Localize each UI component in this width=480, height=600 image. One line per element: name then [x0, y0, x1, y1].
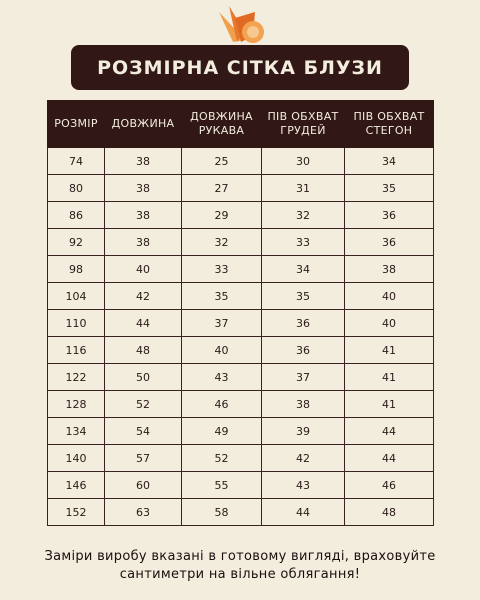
table-cell: 29 — [182, 202, 262, 229]
table-cell: 44 — [345, 418, 434, 445]
table-cell: 146 — [48, 472, 105, 499]
table-cell: 38 — [105, 175, 182, 202]
footer-line-1: Заміри виробу вказані в готовому вигляді, враховуйте — [44, 549, 436, 564]
table-cell: 40 — [345, 310, 434, 337]
column-header-line: ПІВ ОБХВАТ — [353, 110, 425, 123]
column-header — [182, 101, 262, 148]
column-header — [345, 101, 434, 148]
column-header-line: ДОВЖИНА — [190, 110, 253, 123]
table-cell: 46 — [182, 391, 262, 418]
table-cell: 43 — [262, 472, 345, 499]
table-cell: 39 — [262, 418, 345, 445]
table-cell: 110 — [48, 310, 105, 337]
table-row — [48, 175, 434, 202]
fox-icon — [215, 2, 267, 46]
footer-line-2: сантиметри на вільне облягання! — [119, 567, 361, 582]
table-cell: 32 — [262, 202, 345, 229]
table-cell: 46 — [345, 472, 434, 499]
table-cell: 30 — [262, 148, 345, 175]
table-cell: 44 — [345, 445, 434, 472]
table-header-row — [48, 101, 434, 148]
table-row — [48, 337, 434, 364]
column-header-line: РУКАВА — [198, 124, 245, 137]
table-cell: 58 — [182, 499, 262, 526]
table-cell: 38 — [262, 391, 345, 418]
table-cell: 33 — [182, 256, 262, 283]
table-row — [48, 148, 434, 175]
table-row — [48, 472, 434, 499]
table-cell: 52 — [182, 445, 262, 472]
table-cell: 41 — [345, 337, 434, 364]
page-title: РОЗМІРНА СІТКА БЛУЗИ — [97, 56, 383, 79]
table-row — [48, 229, 434, 256]
table-cell: 43 — [182, 364, 262, 391]
table-cell: 63 — [105, 499, 182, 526]
table-cell: 36 — [262, 310, 345, 337]
table-cell: 44 — [262, 499, 345, 526]
table-cell: 31 — [262, 175, 345, 202]
table-cell: 34 — [262, 256, 345, 283]
table-cell: 152 — [48, 499, 105, 526]
table-cell: 36 — [345, 229, 434, 256]
table-cell: 40 — [182, 337, 262, 364]
table-cell: 134 — [48, 418, 105, 445]
table-cell: 60 — [105, 472, 182, 499]
table-cell: 38 — [105, 148, 182, 175]
table-row — [48, 391, 434, 418]
table-row — [48, 499, 434, 526]
table-cell: 38 — [105, 229, 182, 256]
table-cell: 86 — [48, 202, 105, 229]
table-cell: 37 — [262, 364, 345, 391]
column-header — [105, 101, 182, 148]
title-banner — [71, 45, 409, 90]
table-cell: 32 — [182, 229, 262, 256]
size-chart-table — [47, 100, 434, 526]
table-row — [48, 445, 434, 472]
table-cell: 50 — [105, 364, 182, 391]
table-cell: 52 — [105, 391, 182, 418]
table-cell: 38 — [345, 256, 434, 283]
column-header — [262, 101, 345, 148]
table-cell: 48 — [105, 337, 182, 364]
table-row — [48, 202, 434, 229]
table-cell: 74 — [48, 148, 105, 175]
table-cell: 122 — [48, 364, 105, 391]
table-row — [48, 310, 434, 337]
table-body — [48, 148, 434, 526]
column-header-line: РОЗМІР — [54, 117, 98, 130]
table-cell: 116 — [48, 337, 105, 364]
table-cell: 98 — [48, 256, 105, 283]
table-cell: 38 — [105, 202, 182, 229]
table-cell: 140 — [48, 445, 105, 472]
table-cell: 49 — [182, 418, 262, 445]
table-cell: 54 — [105, 418, 182, 445]
column-header — [48, 101, 105, 148]
table-cell: 35 — [182, 283, 262, 310]
table-row — [48, 364, 434, 391]
table-cell: 55 — [182, 472, 262, 499]
footer-note — [10, 548, 470, 584]
table-cell: 104 — [48, 283, 105, 310]
table-cell: 42 — [105, 283, 182, 310]
column-header-line: СТЕГОН — [365, 124, 413, 137]
table-cell: 41 — [345, 364, 434, 391]
table-cell: 34 — [345, 148, 434, 175]
table-row — [48, 418, 434, 445]
table-cell: 92 — [48, 229, 105, 256]
table-cell: 36 — [345, 202, 434, 229]
table-cell: 41 — [345, 391, 434, 418]
table-cell: 42 — [262, 445, 345, 472]
table-cell: 57 — [105, 445, 182, 472]
table-cell: 27 — [182, 175, 262, 202]
table-cell: 40 — [345, 283, 434, 310]
table-row — [48, 256, 434, 283]
table-cell: 44 — [105, 310, 182, 337]
table-cell: 37 — [182, 310, 262, 337]
table-cell: 128 — [48, 391, 105, 418]
table-cell: 48 — [345, 499, 434, 526]
table-cell: 25 — [182, 148, 262, 175]
column-header-line: ПІВ ОБХВАТ — [267, 110, 339, 123]
table-cell: 33 — [262, 229, 345, 256]
table-cell: 35 — [262, 283, 345, 310]
table-cell: 36 — [262, 337, 345, 364]
column-header-line: ГРУДЕЙ — [280, 124, 326, 137]
table-cell: 40 — [105, 256, 182, 283]
table-cell: 35 — [345, 175, 434, 202]
table-row — [48, 283, 434, 310]
table-cell: 80 — [48, 175, 105, 202]
column-header-line: ДОВЖИНА — [111, 117, 175, 130]
